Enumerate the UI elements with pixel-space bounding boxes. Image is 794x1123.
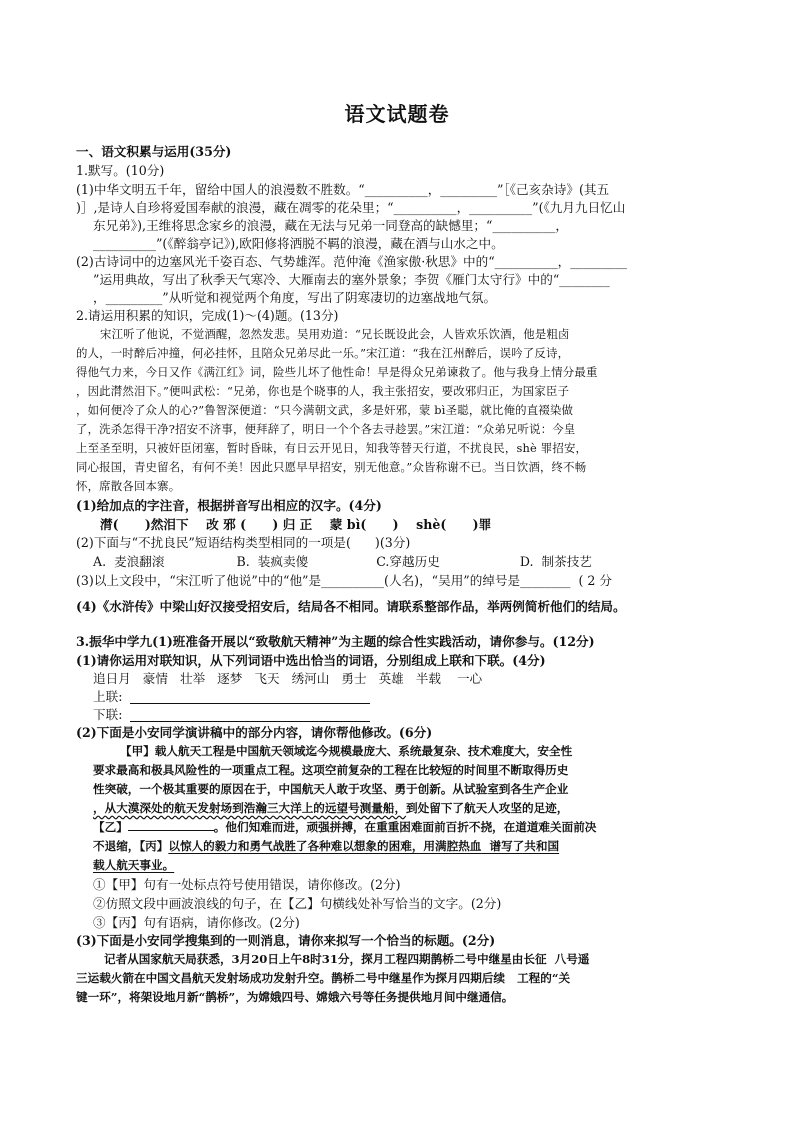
lower-couplet-label: 下联: [93,707,123,722]
q1-line: 东兄弟》),王维将思念家乡的浪漫，藏在无法与兄弟一同登高的缺憾里；“__________， [93,218,569,233]
passage-line: 了，洗杀怎得干净?招安不济事，便拜辞了，明日一个个各去寻趁罢。”宋江道：“众弟兄听说：今皇 [76,422,576,436]
speech-text: 不退缩，【丙】 [93,839,169,853]
passage-line: 的人，一时醉后冲撞，何必挂怀，且陪众兄弟尽此一乐。”宋江道：“我在江州醉后，误吟了反诗， [76,346,570,360]
speech-line: 要求最高和极具风险性的一项重点工程。这项空前复杂的工程在比较短的时间里不断取得历史 [93,763,569,777]
q1-line: )］,是诗人自珍将爱国奉献的浪漫，藏在凋零的花朵里；“__________，__________”(《九月九日忆山 [76,200,626,215]
speech-text: 。他们知难而进，顽强拼搏，在重重困难面前百折不挠，在道道难关面前决 [213,820,597,834]
passage-line: 同心报国，青史留名，有何不美！因此只愿早早招安，别无他意。”众皆称谢不已。当日饮酒，终不畅 [76,460,587,474]
q2-sub1: (1)给加点的字注音，根据拼音写出相应的汉字。(4分) [76,498,382,513]
q3-sub2-item: ②仿照文段中画波浪线的句子，在【乙】句横线处补写恰当的文字。(2分) [93,896,502,911]
q3-sub2-item: ③【丙】句有语病，请你修改。(2分) [93,915,300,930]
q1-line: ”运用典故，写出了秋季天气寒冷、大雁南去的塞外景象；李贺《雁门太守行》中的“________ [93,272,610,287]
speech-line [93,819,596,836]
q2-sub1-items: 潸( )然泪下 改 邪 ( ) 归 正 蒙 bì( ) shè( )罪 [100,517,492,532]
q1-line: __________”(《醉翁亭记》),欧阳修将洒脱不羁的浪漫，藏在酒与山水之中。 [93,236,504,251]
passage-line: 怀，席散各回本寨。 [76,479,181,493]
q1-line: (2)古诗词中的边塞风光千姿百态、气势雄浑。范仲淹《渔家傲·秋思》中的“__________，_________ [76,254,627,269]
speech-line: 【甲】载人航天工程是中国航天领域迄今规模最庞大、系统最复杂、技术难度大，安全性 [120,744,573,758]
underlined-sentence-bing: 载人航天事业。 [93,858,175,872]
speech-line [93,857,174,874]
q3-sub1: (1)请你运用对联知识，从下列词语中选出恰当的词语，分别组成上联和下联。(4分) [76,653,546,668]
news-line: 三运载火箭在中国文昌航天发射场成功发射升空。鹊桥二号中继星作为探月四期后续 工程的“关 [76,971,571,985]
passage-line: ，如何便冷了众人的心?”鲁智深便道：“只今满朝文武，多是奸邪，蒙 bì圣聪，就比俺的直裰染做 [76,403,574,417]
q3-sub2-item: ①【甲】句有一处标点符号使用错误，请你修改。(2分) [93,877,401,892]
upper-couplet-answer-line [130,703,370,704]
passage-line: 宋江听了他说，不觉酒醒，忽然发悲。吴用劝道：“兄长既设此会，人皆欢乐饮酒，他是粗卤 [100,327,570,341]
page-title: 语文试题卷 [344,102,450,126]
q2-sub2-options: A. 麦浪翻滚 B. 装疯卖傻 C.穿越历史 D. 制茶技艺 [93,554,592,569]
q2-label: 2.请运用积累的知识，完成(1)～(4)题。(13分) [76,308,339,323]
upper-couplet-label: 上联: [93,689,123,704]
speech-line [93,838,559,855]
speech-line [93,800,568,817]
underlined-sentence-bing: 以惊人的毅力和勇气战胜了各种难以想象的困难，用满腔热血 [168,839,482,853]
news-line: 键一环”，将架设地月新“鹊桥”，为嫦娥四号、嫦娥六号等任务提供地月间中继通信。 [76,990,514,1004]
speech-text: 到处留下了航天人攻坚的足迹， [406,801,569,815]
passage-line: 得他气力来，今日又作《满江红》词，险些儿坏了他性命！早是得众兄弟谏救了。他与我身上情分最重 [76,365,598,379]
lower-couplet-answer-line [130,721,370,722]
q2-sub2: (2)下面与“不扰良民”短语结构类型相同的一项是( )(3分) [76,535,411,550]
blank-yi-line [128,819,214,831]
speech-line: 性突破，一个极其重要的原因在于，中国航天人敢于攻坚、勇于创新。从试验室到各生产企业 [93,782,569,796]
section-heading: 一、语文积累与运用(35分) [76,144,232,159]
q1-line: (1)中华文明五千年，留给中国人的浪漫数不胜数。“__________，_________”［《己亥杂诗》(其五 [76,182,610,197]
wavy-underlined-sentence: ，从大漠深处的航天发射场到浩瀚三大洋上的远望号测量船， [93,801,407,815]
underlined-sentence-bing: 谱写了共和国 [481,839,560,853]
q3-sub2: (2)下面是小安同学演讲稿中的部分内容，请你帮他修改。(6分) [76,725,433,740]
q3-sub3: (3)下面是小安同学搜集到的一则消息，请你来拟写一个恰当的标题。(2分) [76,933,496,948]
q3-label: 3.振华中学九(1)班准备开展以“致敬航天精神”为主题的综合性实践活动，请你参与。(12分) [76,634,595,649]
news-line: 记者从国家航天局获悉，3月20日上午8时31分，探月工程四期鹊桥二号中继星由长征 八号遥 [104,952,590,966]
blank-yi-label: 【乙】 [93,820,128,834]
q3-word-list: 追日月 豪情 壮举 逐梦 飞天 绣河山 勇士 英雄 半载 一心 [93,671,483,686]
q2-sub4: (4)《水浒传》中梁山好汉接受招安后，结局各不相同。请联系整部作品，举两例简析他们的结局。 [76,599,626,614]
q1-line: ，_________”从听觉和视觉两个角度，写出了阴寒凄切的边塞战地气氛。 [93,290,497,305]
q2-sub3: (3)以上文段中，“宋江听了他说”中的“他”是__________(人名)，“吴用”的绰号是________ ( 2 分 [76,573,613,588]
passage-line: 上至圣至明，只被奸臣闭塞，暂时昏昧，有日云开见日，知我等替天行道，不扰良民，shè 罪招安， [76,441,588,455]
passage-line: ，因此潸然泪下。”便叫武松：“兄弟，你也是个晓事的人，我主张招安，要改邪归正，为国家臣子 [76,384,570,398]
q1-label: 1.默写。(10分) [76,163,165,178]
